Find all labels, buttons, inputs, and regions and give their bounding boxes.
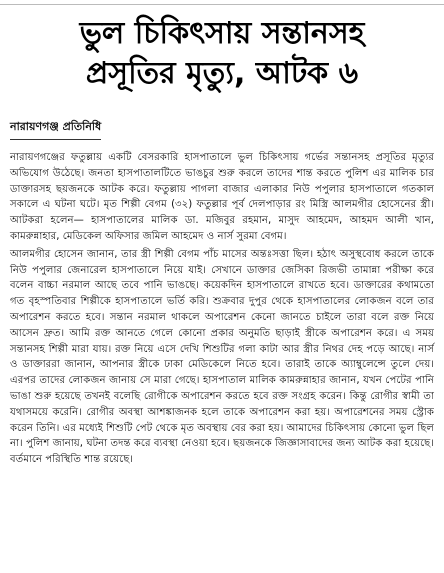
cropped-previous-article-edge [0, 0, 444, 5]
headline [6, 14, 438, 94]
paragraph-2: আলমগীর হোসেন জানান, তার স্ত্রী শিল্পী বেগম পাঁচ মাসের অন্তঃসত্তা ছিল। হঠাৎ অসুস্থবোধ করলে তাকে নিউ পপুলার জেনারেল হাসপাতালে নিয়ে যাই। সেখানে ডাক্তার জেসিকা রিজভী তামান্না পরীক্ষা করে বলেন বাচ্চা নরমাল আছে তবে পানি ভাঙছে। কয়েকদিন হাসপাতালে রাখতে হবে। ডাক্তারের কথামতো গত বৃহস্পতিবার শিল্পীকে হাসপাতালে ভর্তি করি। শুক্রবার দুপুর থেকে হাসপাতালের লোকজন বলে তার অপারেশন করতে হবে। সন্তান নরমাল থাকলে অপারেশন কেনো জানতে চাইলে তারা বলে রক্ত নিয়ে আসেন দ্রুত। আমি রক্ত আনতে গেলে কোনো প্রকার অনুমতি ছাড়াই স্ত্রীকে অপারেশন করে। এ সময় সন্তানসহ শিল্পী মারা যায়। রক্ত নিয়ে এসে দেখি শিশুটির গলা কাটা আর স্ত্রীর নিথর দেহ পড়ে আছে। নার্স ও ডাক্তাররা জানান, আপনার স্ত্রীকে ঢাকা মেডিকেলে নিতে হবে। তারাই তাকে অ্যাম্বুলেন্সে তুলে দেয়। এরপর তাদের লোকজন জানায় সে মারা গেছে। হাসপাতাল মালিক কামরুন্নাহার জানান, যখন পেটের পানি ভাঙা শুরু হয়েছে তখনই বলেছি রোগীকে অপারেশন করতে হবে রক্ত সংগ্রহ করেন। কিন্তু রোগীর স্বামী তা যথাসময়ে করেনি। রোগীর অবস্থা আশঙ্কাজনক হলে তাকে অপারেশন করা হয়। অপারেশনের সময় স্ট্রোক করেন তিনি। এর মধ্যেই শিশুটি পেট থেকে মৃত অবস্থায় বের করা হয়। আমাদের চিকিৎসায় কোনো ভুল ছিল না। পুলিশ জানায়, ঘটনা তদন্ত করে ব্যবস্থা নেওয়া হবে। ছয়জনকে জিজ্ঞাসাবাদের জন্য আটক করা হয়েছে। বর্তমানে পরিস্থিতি শান্ত রয়েছে। [10, 248, 434, 466]
headline-line-1: ভুল চিকিৎসায় সন্তানসহ [79, 16, 365, 51]
byline: নারায়ণগঞ্জ প্রতিনিধি [10, 118, 101, 140]
paragraph-1: নারায়ণগঞ্জের ফতুল্লায় একটি বেসরকারি হাসপাতালে ভুল চিকিৎসায় গর্ভের সন্তানসহ প্রসূতির মৃত্যুর অভিযোগ উঠেছে। জনতা হাসপাতালটিতে ভাঙচুর শুরু করলে তাদের শান্ত করতে পুলিশ এর মালিক চার ডাক্তারসহ ছয়জনকে আটক করে। ফতুল্লায় পাগলা বাজার এলাকার নিউ পপুলার হাসপাতালে গতকাল সকালে এ ঘটনা ঘটে। মৃত শিল্পী বেগম (৩২) ফতুল্লার পূর্ব দেলপাড়ার রং মিস্ত্রি আলমগীর হোসেনের স্ত্রী। আটকরা হলেন— হাসপাতালের মালিক ডা. মজিবুর রহমান, মাসুদ আহমেদ, আহমদ আলী খান, কামরুন্নাহার, মেডিকেল অফিসার জমিল আহমেদ ও নার্স সুরমা বেগম। [10, 152, 434, 242]
headline-line-2: প্রসূতির মৃত্যু, আটক ৬ [85, 56, 359, 91]
article-body [10, 150, 434, 470]
